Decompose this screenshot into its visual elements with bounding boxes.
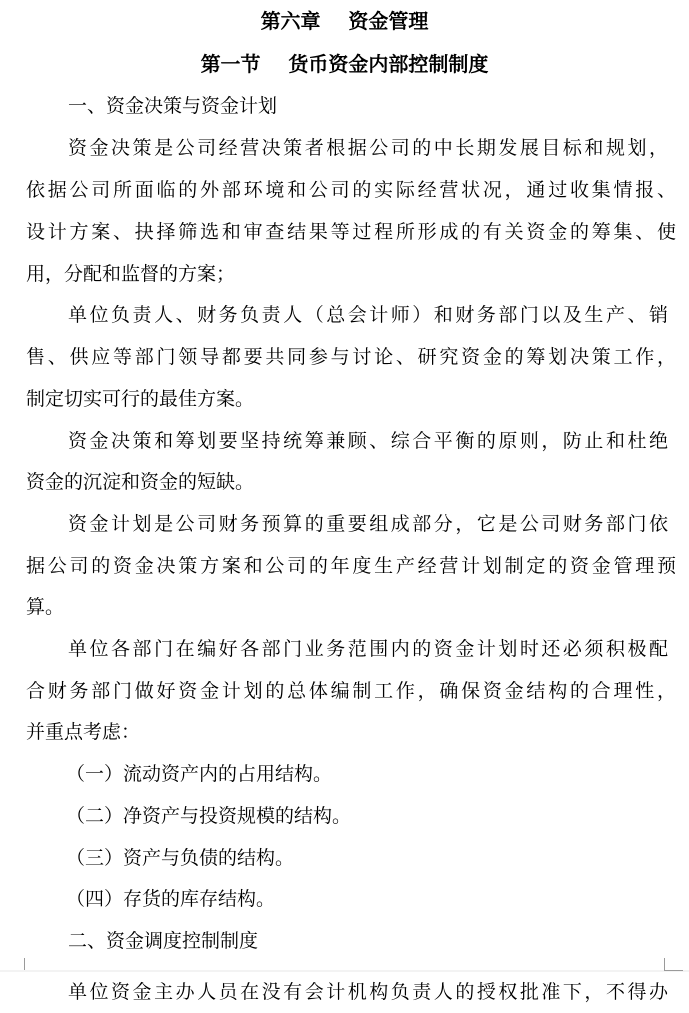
page-corner-mark [664, 958, 683, 971]
paragraph-line: 用，分配和监督的方案； [26, 263, 236, 285]
page-gap [0, 970, 689, 972]
paragraph-line: 资金的沉淀和资金的短缺。 [26, 471, 255, 493]
list-item: （二）净资产与投资规模的结构。 [66, 805, 352, 827]
paragraph-line: 并重点考虑： [26, 721, 141, 743]
list-item: （一）流动资产内的占用结构。 [66, 763, 333, 785]
paragraph-line: 单位负责人、财务负责人（总会计师）和财务部门以及生产、销 [68, 304, 668, 326]
paragraph-line: 单位资金主办人员在没有会计机构负责人的授权批准下，不得办 [68, 981, 668, 1003]
paragraph-line: 设计方案、抉择筛选和审查结果等过程所形成的有关资金的筹集、使 [26, 221, 676, 243]
paragraph-line: 制定切实可行的最佳方案。 [26, 388, 255, 410]
section-title: 第一节 货币资金内部控制制度 [200, 52, 489, 76]
paragraph-line: 资金决策是公司经营决策者根据公司的中长期发展目标和规划， [68, 137, 668, 159]
paragraph-line: 算。 [26, 596, 65, 618]
chapter-title: 第六章 资金管理 [260, 9, 429, 33]
list-item: （三）资产与负债的结构。 [66, 847, 295, 869]
paragraph-line: 合财务部门做好资金计划的总体编制工作，确保资金结构的合理性， [26, 680, 676, 702]
list-item: （四）存货的库存结构。 [66, 888, 276, 910]
heading-capital-dispatch-control: 二、资金调度控制制度 [68, 930, 259, 952]
page-break [0, 958, 689, 972]
heading-capital-decision-plan: 一、资金决策与资金计划 [68, 95, 278, 117]
paragraph-line: 资金决策和筹划要坚持统筹兼顾、综合平衡的原则，防止和杜绝 [68, 430, 668, 452]
paragraph-line: 单位各部门在编好各部门业务范围内的资金计划时还必须积极配 [68, 638, 668, 660]
paragraph-line: 资金计划是公司财务预算的重要组成部分，它是公司财务部门依 [68, 513, 668, 535]
paragraph-line: 依据公司所面临的外部环境和公司的实际经营状况，通过收集情报、 [26, 179, 676, 201]
paragraph-line: 售、供应等部门领导都要共同参与讨论、研究资金的筹划决策工作， [26, 346, 676, 368]
paragraph-line: 据公司的资金决策方案和公司的年度生产经营计划制定的资金管理预 [26, 555, 676, 577]
